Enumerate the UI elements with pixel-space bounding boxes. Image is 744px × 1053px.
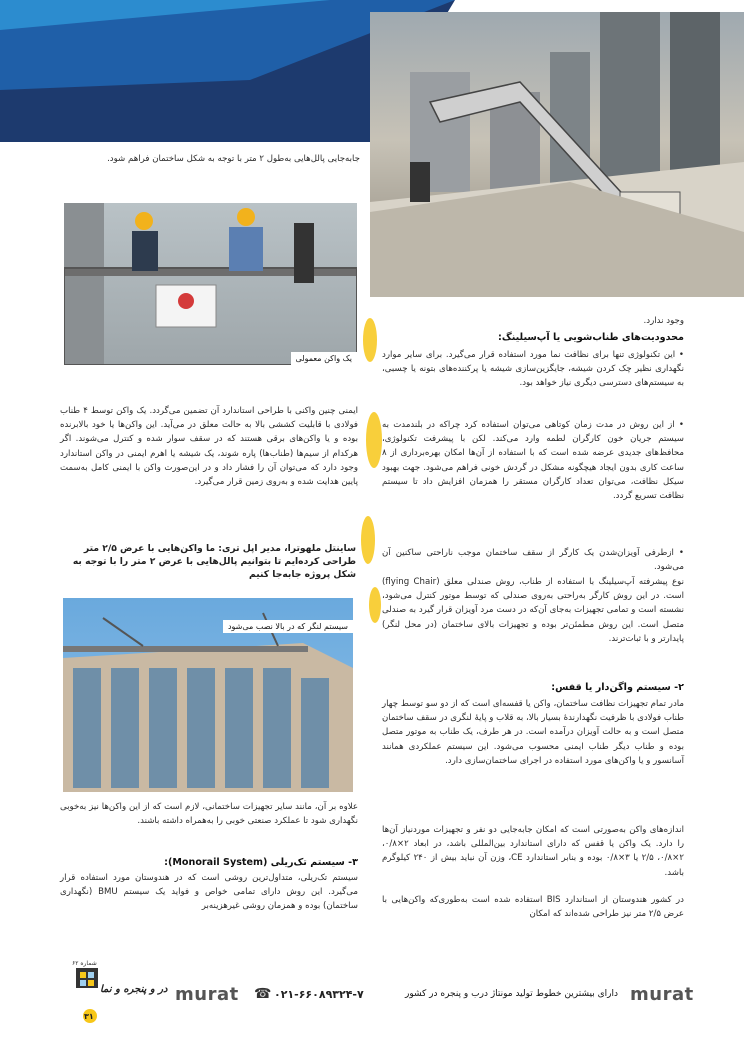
slogan: دارای بیشترین خطوط تولید مونتاژ درب و پنجره در کشور: [404, 989, 618, 999]
page-number: ۳۱: [84, 1012, 94, 1021]
phone-number: ۰۲۱-۶۶۰۸۹۳۲۴-۷: [274, 988, 364, 1001]
bullet-3: • ازطرفی آویزان‌شدن یک کارگر از سقف ساختمان موجب ناراحتی ساکنین آن می‌شود.: [382, 548, 684, 573]
brand-logo-left: [175, 984, 239, 1005]
brand-left-text: murat: [175, 984, 239, 1005]
bullet-1: • این تکنولوژی تنها برای نظافت نما مورد استفاده قرار می‌گیرد. برای سایر موارد نگهداری نظیر چک کردن شیشه، جایگزین‌سازی شیشه یا پرکننده‌های بتونه یا چسبی، به سیستم‌های دسترسی دیگری نیاز خواهد بود.: [382, 350, 684, 389]
paragraph-cradle: مادر تمام تجهیزات نظافت ساختمان، واکن یا قفسه‌ای است که از دو سو توسط چهار طناب فولادی با ظرفیت نگهدارندهٔ بسیار بالا، به قلاب و پایهٔ لنگری در سقف ساختمان متصل است و به حالت آویزان درآمده است. در هر طرف، یک طناب به موتور متصل بوده و طناب دیگر طناب ایمنی محسوب می‌شود. این سیستم عملکردی همانند آسانسور و یا واکن‌های مورد استفاده در اجرای ساختمان‌سازی دارد.: [382, 699, 684, 766]
paragraph-india: در کشور هندوستان از استاندارد BIS استفاده شده است به‌طوری‌که واکن‌هایی با عرض ۲/۵ متر نیز طراحی شده‌اند که امکان: [382, 895, 684, 920]
decorative-brush-marks: [340, 300, 400, 630]
photo2-caption: سیستم لنگر که در بالا نصب می‌شود: [223, 620, 353, 633]
left-paragraph-2: علاوه بر آن، مانند سایر تجهیزات ساختمانی، لازم است که از این واکن‌ها نیز به‌خوبی نگهداری شود تا عملکرد صنعتی خوبی را به‌همراه داشته باشند.: [60, 802, 358, 827]
paragraph-sizes: اندازه‌های واکن به‌صورتی است که امکان جابه‌جایی دو نفر و تجهیزات موردنیاز آن‌ها را دارد. یک واکن یا قفس که دارای استاندارد بین‌المللی باشد، در ابعاد ۲×۰/۸، ۲×۰/۸، ۲/۵ یا ۳×۰/۸ بوده و بنابر استاندارد CE، وزن آن نباید بیش از ۲۴۰ کیلوگرم باشد.: [382, 825, 684, 878]
left-paragraph-1: ایمنی چنین واکنی با طراحی استاندارد آن تضمین می‌گردد. یک واکن توسط ۴ طناب فولادی با قابلیت کششی بالا به حالت معلق در می‌آید. این واکن‌ها یا خود بالابرنده بوده و یا واکن‌های برقی هستند که در سقف سوار شده و کنترل می‌شوند. اگر هرکدام از سیم‌ها (طناب‌ها) پاره شوند، یک شیشه یا اهرم ایمنی در واکن استاندارد وجود دارد که می‌توان آن را فشار داد و در این‌صورت واکن با ایمنی کامل به‌سمت پایین هدایت شده و به‌روی زمین قرار می‌گیرد.: [60, 406, 358, 488]
paragraph-flying-chair: نوع پیشرفته آپ‌سیلینگ با استفاده از طناب، روش صندلی معلق (flying Chair) است. در این روش کارگر به‌راحتی به‌روی صندلی که توسط موتور کنترل می‌شود، نشسته است و تمامی تجهیزات به‌جای آن‌که در دست مرد آویزان قرار گیرد به صندلی متصل است. این روش مطمئن‌تر بوده و تجهیزات بالای ساختمان (در محل لنگر) پایدارتر و با ثبات‌ترند.: [382, 577, 685, 644]
issue-label: شماره ۶۲: [72, 960, 97, 967]
photo1-caption: یک واکن معمولی: [291, 352, 357, 365]
heading-monorail: ۳- سیستم تک‌ریلی (Monorail System):: [164, 857, 358, 868]
workers-photo: [64, 203, 357, 365]
left-top-text: جابه‌جایی پالل‌هایی به‌طول ۲ متر با توجه به شکل ساختمان فراهم شود.: [107, 154, 360, 164]
bullet-2: • از این روش در مدت زمان کوتاهی می‌توان استفاده کرد چراکه در بلندمدت به سیستم جریان خون کارگران لطمه وارد می‌کند. لکن با پیشرفت تکنولوژی، محافظ‌های جدیدی عرضه شده است که با استفاده از آن‌ها امکان بهره‌برداری از ۸ ساعت کاری بدون ایجاد هیچگونه مشکل در گردش خونی فراهم می‌شود. جهت بهبود سیکل نظافت، می‌توان تعداد کارگران مستقر را همزمان افزایش داد تا سیستم نظافت تسریع گردد.: [382, 420, 684, 502]
heading-cradle: ۲- سیستم واگن‌دار یا قفس:: [551, 682, 684, 693]
right-intro: وجود ندارد.: [643, 316, 684, 326]
brand-right-text: murat: [630, 984, 694, 1005]
magazine-name: در و پنجره و نما: [100, 984, 168, 995]
anchor-photo: [63, 598, 353, 792]
brand-logo-right: [630, 984, 694, 1005]
phone-icon: ☎: [254, 986, 272, 1002]
left-paragraph-3: سیستم تک‌ریلی، متداول‌ترین روشی است که در هندوستان مورد استفاده قرار می‌گیرد. این روش دارای تمامی خواص و فواید یک سیستم BMU (نگهداری ساختمان) بوده و همزمان روشی غیرهزینه‌بر: [60, 873, 358, 912]
footer: [0, 960, 744, 1053]
pull-quote: ساینتل ملهوترا، مدیر اپل تری: ما واکن‌هایی با عرض ۲/۵ متر طراحی کرده‌ایم تا بتوانیم پالل‌هایی با عرض ۲ متر را با توجه به شکل پروژه جابه‌جا کنیم: [72, 543, 356, 580]
cradle-photo: [370, 12, 744, 297]
heading-limitations: محدودیت‌های طناب‌شویی یا آپ‌سیلینگ:: [498, 332, 684, 343]
